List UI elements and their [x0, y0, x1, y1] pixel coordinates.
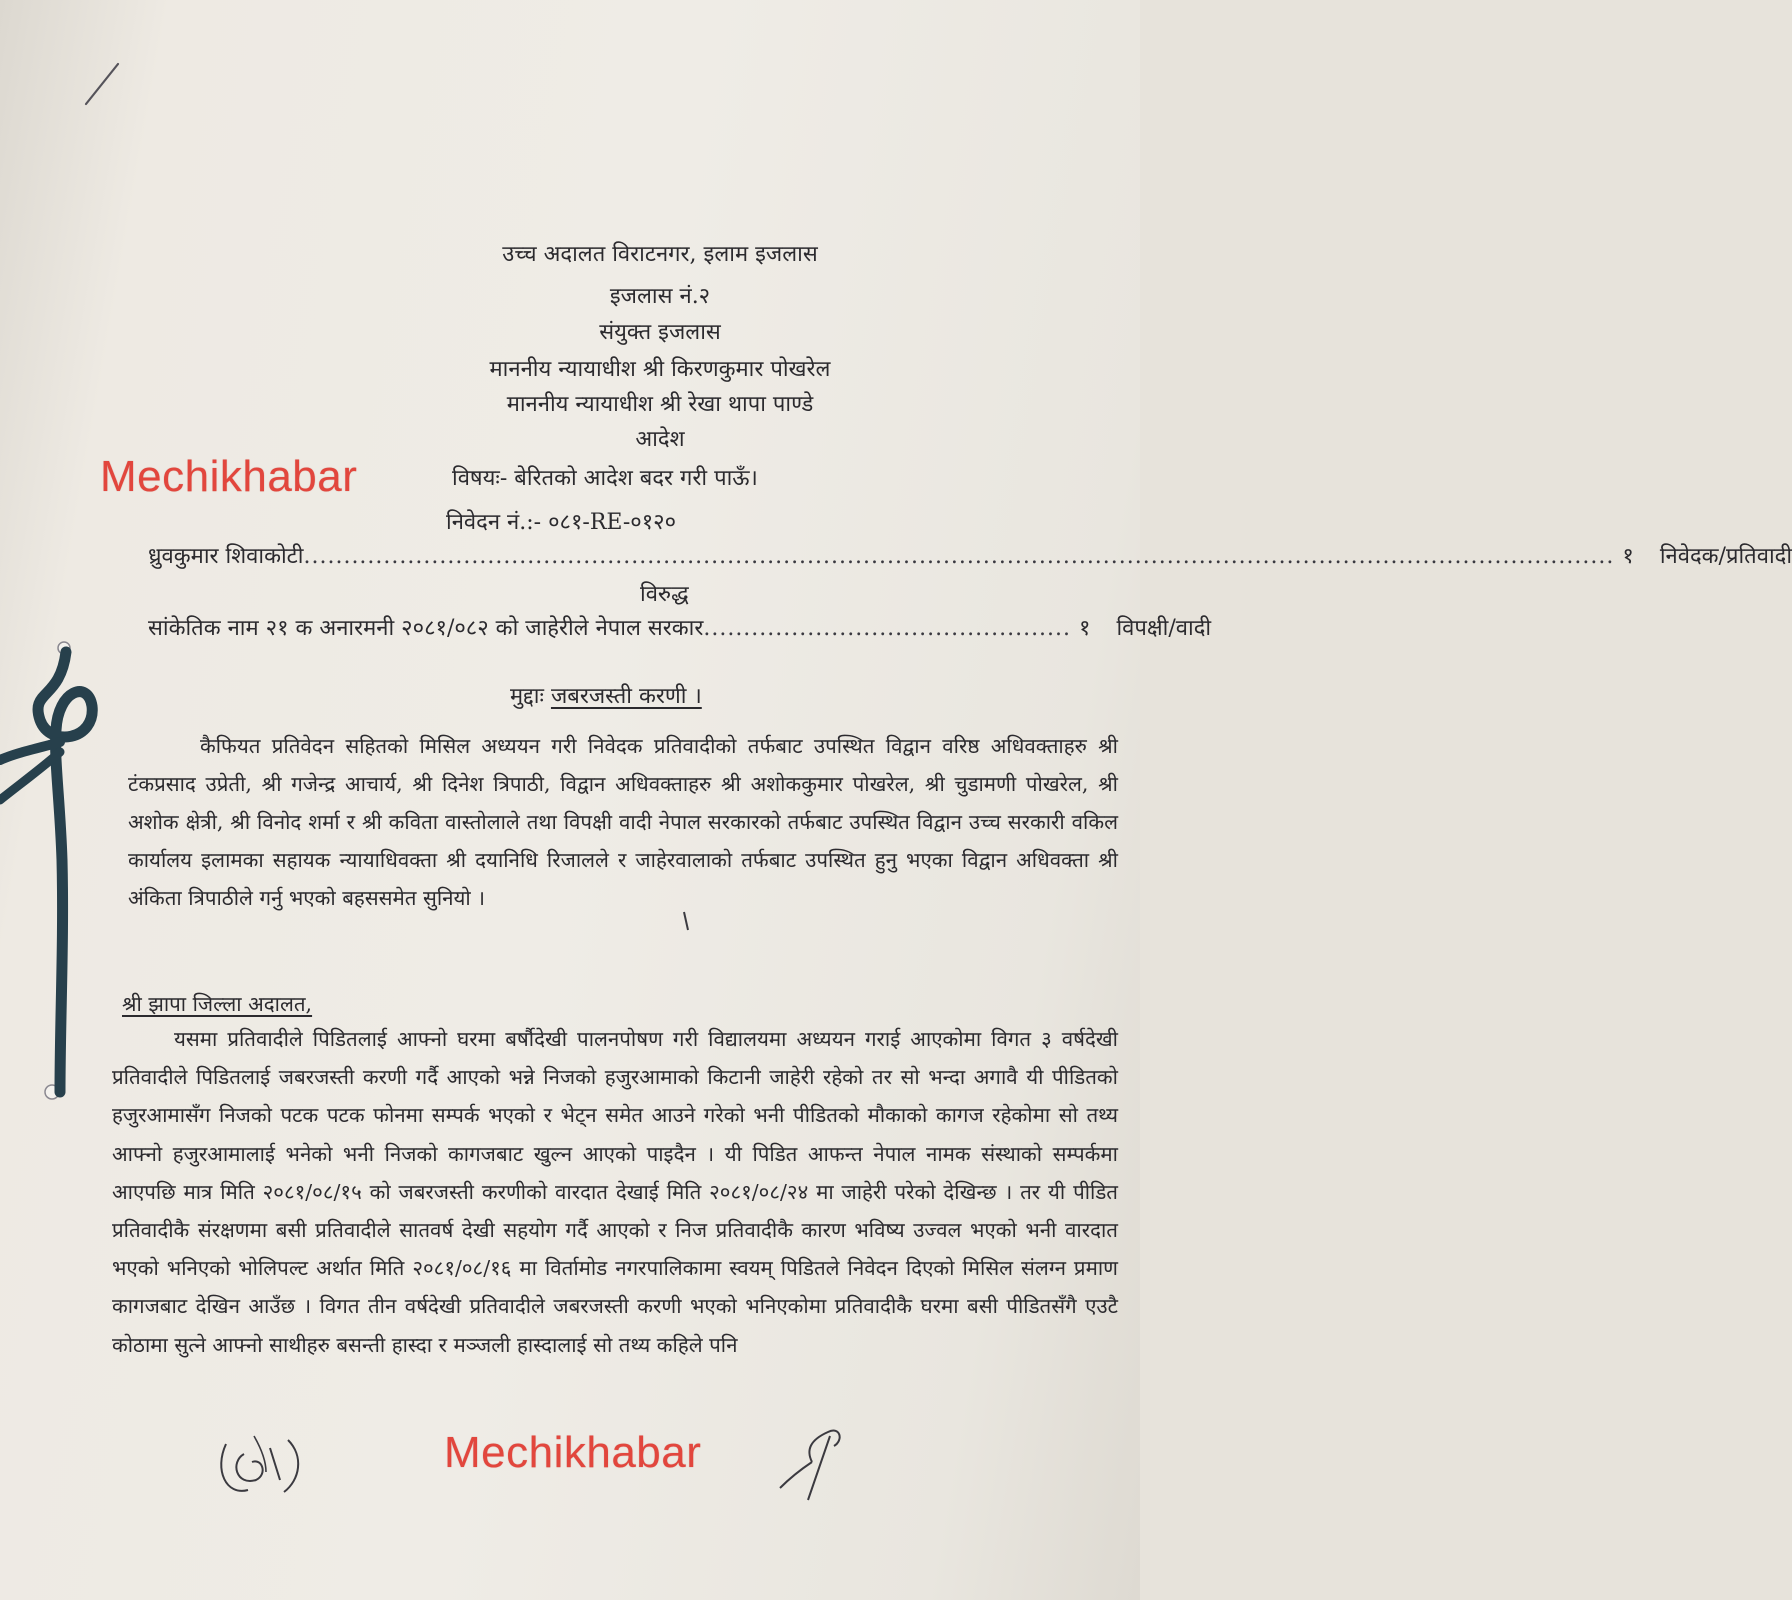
judge-2: माननीय न्यायाधीश श्री रेखा थापा पाण्डे [506, 392, 814, 417]
subject-line: विषयः- बेरितको आदेश बदर गरी पाऊँ। [452, 466, 758, 491]
bench-number: इजलास नं.२ [609, 284, 711, 309]
respondent-name: सांकेतिक नाम २१ क अनारमनी २०८१/०८२ को जाहेरीले नेपाल सरकार [148, 616, 704, 641]
respondent-count: १ [1079, 616, 1091, 641]
versus-label: विरुद्ध [640, 582, 689, 607]
case-title: जबरजस्ती करणी । [550, 684, 702, 709]
bench-type: संयुक्त इजलास [599, 320, 721, 345]
leader-dots: .............................................. [703, 616, 1072, 641]
petition-number: निवेदन नं.:- ०८१-RE-०१२० [446, 510, 677, 535]
district-court-heading: श्री झापा जिल्ला अदालत, [122, 992, 313, 1016]
document-type: आदेश [635, 427, 685, 452]
respondent-role: विपक्षी/वादी [1116, 616, 1212, 641]
judge-1: माननीय न्यायाधीश श्री किरणकुमार पोखरेल [489, 357, 831, 382]
watermark-upper: Mechikhabar [100, 452, 358, 501]
petitioner-count: १ [1622, 544, 1634, 569]
petitioner-role: निवेदक/प्रतिवादी [1659, 544, 1792, 569]
case-label: मुद्दाः [510, 684, 544, 709]
findings-paragraph: यसमा प्रतिवादीले पिडितलाई आफ्नो घरमा बर्षौदेखी पालनपोषण गरी विद्यालयमा अध्ययन गराई आएकोमा विगत ३ वर्षदेखी प्रतिवादीले पिडितलाई जबरजस्ती करणी गर्दै आएको भन्ने निजको हजुरआमाको किटानी जाहेरी रहेको तर सो भन्दा अगावै यी पीडितको हजुरआमासँग निजको पटक पटक फोनमा सम्पर्क भएको र भेट्न समेत आउने गरेको भनी पीडितको मौकाको कागज रहेकोमा सो तथ्य आफ्नो हजुरआमालाई भनेको भनी निजको कागजबाट खुल्न आएको पाइदैन । यी पिडित आफन्त नेपाल नामक संस्थाको सम्पर्कमा आएपछि मात्र मिति २०८१/०८/१५ को जबरजस्ती करणीको वारदात देखाई मिति २०८१/०८/२४ मा जाहेरी परेको देखिन्छ । तर यी पीडित प्रतिवादीकै संरक्षणमा बसी प्रतिवादीले सातवर्ष देखी सहयोग गर्दै आएको र निज प्रतिवादीकै कारण भविष्य उज्वल भएको भनी वारदात भएको भनिएको भोलिपल्ट अर्थात मिति २०८१/०८/१६ मा विर्तामोड नगरपालिकामा स्वयम् पिडितले निवेदन दिएको मिसिल संलग्न प्रमाण कागजबाट देखिन आउँछ । विगत तीन वर्षदेखी प्रतिवादीले जबरजस्ती करणी भएको भनिएकोमा प्रतिवादीकै घरमा बसी पीडितसँगै एउटै कोठामा सुत्ने आफ्नो साथीहरु बसन्ती हास्दा र मञ्जली हास्दालाई सो तथ्य कहिले पनि [112, 1027, 1118, 1357]
hearing-paragraph: कैफियत प्रतिवेदन सहितको मिसिल अध्ययन गरी निवेदक प्रतिवादीको तर्फबाट उपस्थित विद्वान वरिष्ठ अधिवक्ताहरु श्री टंकप्रसाद उप्रेती, श्री गजेन्द्र आचार्य, श्री दिनेश त्रिपाठी, विद्वान अधिवक्ताहरु श्री अशोककुमार पोखरेल, श्री चुडामणी पोखरेल, श्री अशोक क्षेत्री, श्री विनोद शर्मा र श्री कविता वास्तोलाले तथा विपक्षी वादी नेपाल सरकारको तर्फबाट उपस्थित विद्वान उच्च सरकारी वकिल कार्यालय इलामका सहायक न्यायाधिवक्ता श्री दयानिधि रिजालले र जाहेरवालाको तर्फबाट उपस्थित हुनु भएका विद्वान अधिवक्ता श्री अंकिता त्रिपाठीले गर्नु भएको बहससमेत सुनियो । [128, 734, 1118, 910]
leader-dots: .................................................................................................................................................................... [303, 544, 1615, 569]
court-name: उच्च अदालत विराटनगर, इलाम इजलास [502, 242, 818, 267]
petitioner-name: ध्रुवकुमार शिवाकोटी [148, 544, 304, 569]
watermark-lower: Mechikhabar [444, 1428, 702, 1477]
